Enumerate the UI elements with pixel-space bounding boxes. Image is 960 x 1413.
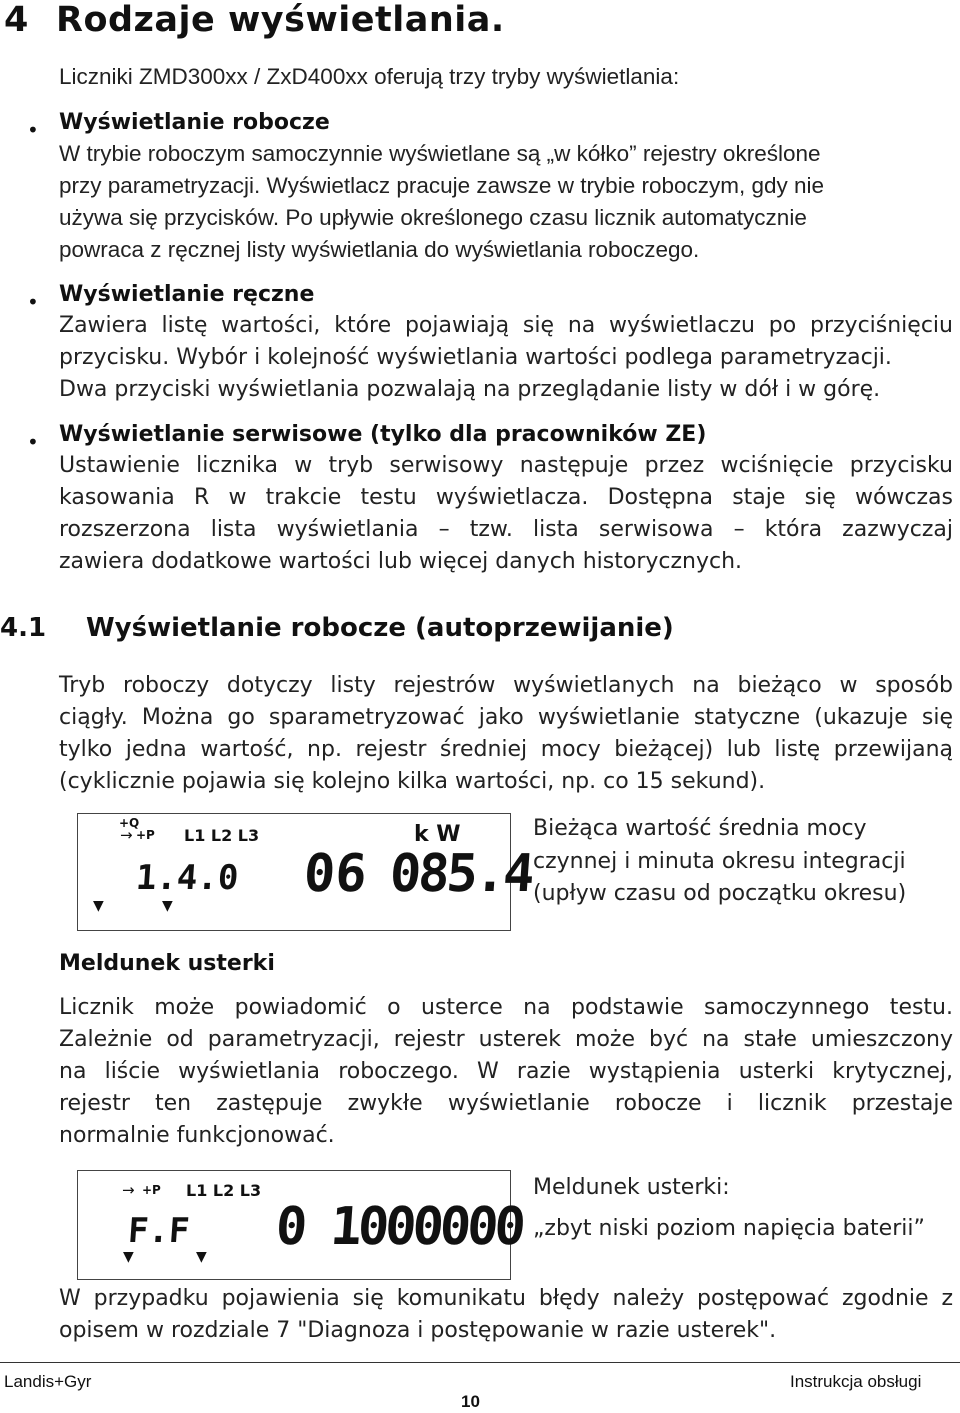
footer-document: Instrukcja obsługi (790, 1372, 922, 1391)
display1-caption-line-1: Bieżąca wartość średnia mocy (533, 816, 867, 841)
arrow-icon: → (120, 826, 133, 844)
lcd-display-1 (77, 813, 534, 931)
bullet-2-line-3: Dwa przyciski wyświetlania pozwalają na przeglądanie listy w dół i w górę. (59, 377, 881, 402)
error-code: F.F (126, 1211, 191, 1251)
error-para-line-3: na liście wyświetlania roboczego. W razie wystąpienia usterki krytycznej, (59, 1059, 953, 1084)
section-para-line-2: ciągły. Można go sparametryzować jako wyświetlanie statyczne (ukazuje się (59, 705, 953, 730)
bullet-dot-3: • (27, 430, 39, 454)
bullet-3-line-3: rozszerzona lista wyświetlania – tzw. lista serwisowa – która zazwyczaj (59, 517, 953, 542)
intro-text: Liczniki ZMD300xx / ZxD400xx oferują trzy tryby wyświetlania: (59, 64, 680, 89)
section-number: 4.1 (0, 613, 47, 643)
triangle-down-icon: ▼ (123, 1249, 134, 1265)
closing-line-2: opisem w rozdziale 7 "Diagnoza i postępowanie w razie usterek". (59, 1318, 777, 1343)
section-title: Wyświetlanie robocze (autoprzewijanie) (86, 613, 674, 643)
display1-caption-line-3: (upływ czasu od początku okresu) (533, 881, 907, 906)
bullet-title-3: Wyświetlanie serwisowe (tylko dla pracowników ZE) (59, 422, 707, 447)
footer-company: Landis+Gyr (4, 1372, 92, 1391)
bullet-1-line-4: powraca z ręcznej listy wyświetlania do wyświetlania roboczego. (59, 237, 700, 262)
unit-label: k W (414, 822, 461, 847)
error-para-line-2: Zależnie od parametryzacji, rejestr usterek może być na stałe umieszczony (59, 1027, 953, 1052)
error-value: 0 1000000 (273, 1197, 524, 1257)
section-para-line-3: tylko jedna wartość, np. rejestr średniej mocy bieżącej) lub listę przewijaną (59, 737, 953, 762)
phase-indicators: L1 L2 L3 (184, 826, 260, 845)
bullet-1-line-1: W trybie roboczym samoczynnie wyświetlane są „w kółko” rejestry określone (59, 141, 821, 166)
bullet-3-line-4: zawiera dodatkowe wartości lub więcej danych historycznych. (59, 549, 743, 574)
triangle-down-icon: ▼ (93, 898, 104, 914)
bullet-dot-1: • (27, 118, 39, 142)
footer-rule (0, 1362, 960, 1363)
bullet-title-2: Wyświetlanie ręczne (59, 282, 315, 307)
bullet-1-line-2: przy parametryzacji. Wyświetlacz pracuje zawsze w trybie roboczym, gdy nie (59, 173, 825, 198)
bullet-3-line-1: Ustawienie licznika w tryb serwisowy następuje przez wciśnięcie przycisku (59, 453, 953, 478)
bullet-1-line-3: używa się przycisków. Po upływie określonego czasu licznik automatycznie (59, 205, 807, 230)
bullet-dot-2: • (27, 290, 39, 314)
lcd-display-2 (77, 1170, 524, 1280)
phase-indicators: L1 L2 L3 (186, 1181, 262, 1200)
page-number: 10 (461, 1392, 480, 1411)
error-para-line-4: rejestr ten zastępuje zwykłe wyświetlanie robocze i licznik przestaje (59, 1091, 953, 1116)
page-heading (4, 0, 505, 40)
display1-caption-line-2: czynnej i minuta okresu integracji (533, 849, 906, 874)
obis-code: 1.4.0 (134, 858, 240, 898)
heading-title: Rodzaje wyświetlania. (56, 0, 505, 40)
display2-caption-title: Meldunek usterki: (533, 1175, 730, 1200)
arrow-icon: → (122, 1181, 133, 1199)
section-para-line-1: Tryb roboczy dotyczy listy rejestrów wyświetlanych na bieżąco w sposób (59, 673, 953, 698)
section-para-line-4: (cyklicznie pojawia się kolejno kilka wartości, np. co 15 sekund). (59, 769, 766, 794)
bullet-title-1: Wyświetlanie robocze (59, 110, 330, 135)
triangle-down-icon: ▼ (162, 898, 173, 914)
error-para-line-5: normalnie funkcjonować. (59, 1123, 335, 1148)
value-minutes: 06 (301, 844, 369, 904)
indicator-plus-q: +Q (119, 816, 140, 830)
section-heading (0, 613, 674, 643)
indicator-plus-p: +P (136, 828, 155, 842)
bullet-2-line-1: Zawiera listę wartości, które pojawiają się na wyświetlaczu po przyciśnięciu (59, 313, 953, 338)
indicator-plus-p: +P (142, 1183, 161, 1197)
heading-number: 4 (4, 0, 29, 40)
closing-line-1: W przypadku pojawienia się komunikatu błędy należy postępować zgodnie z (59, 1286, 953, 1311)
bullet-2-line-2: przycisku. Wybór i kolejność wyświetlania wartości podlega parametryzacji. (59, 345, 892, 370)
display2-caption-text: „zbyt niski poziom napięcia baterii” (533, 1216, 925, 1241)
bullet-3-line-2: kasowania R w trakcie testu wyświetlacza. Dostępna staje się wówczas (59, 485, 953, 510)
triangle-down-icon: ▼ (196, 1249, 207, 1265)
error-para-line-1: Licznik może powiadomić o usterce na podstawie samoczynnego testu. (59, 995, 953, 1020)
error-subheading: Meldunek usterki (59, 951, 275, 976)
value-power: 085.4 (387, 844, 534, 904)
